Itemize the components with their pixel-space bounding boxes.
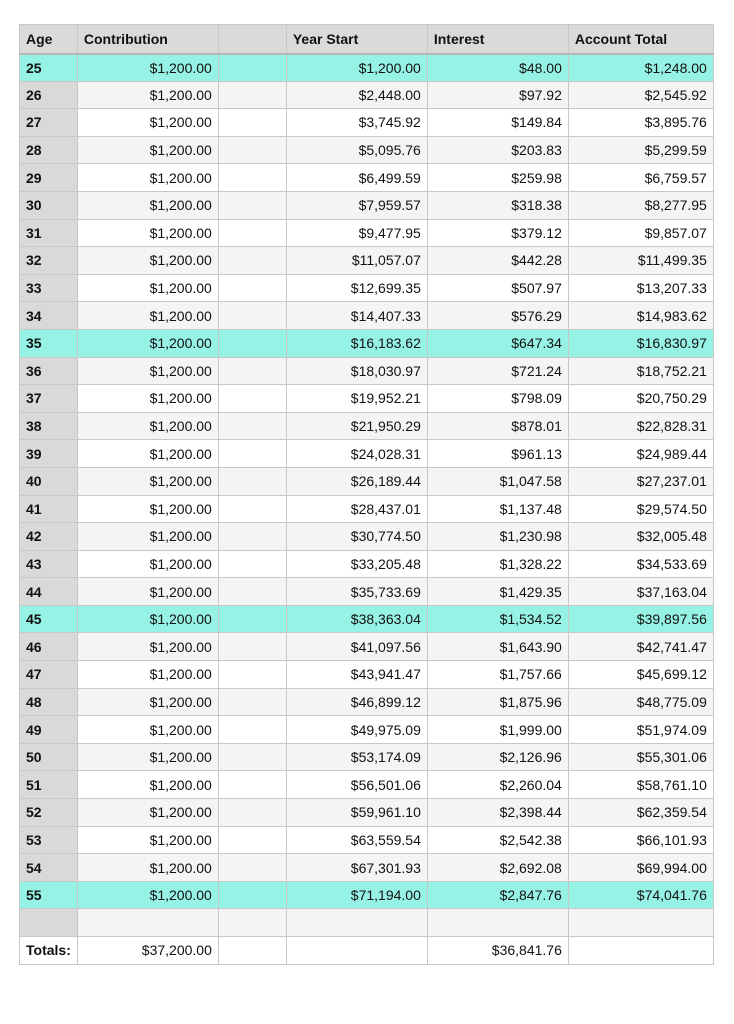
interest-cell[interactable]: $203.83 — [427, 136, 568, 164]
age-cell[interactable]: 42 — [20, 523, 78, 551]
contribution-cell[interactable]: $1,200.00 — [77, 54, 218, 82]
empty-cell[interactable] — [218, 743, 286, 771]
interest-cell[interactable]: $798.09 — [427, 385, 568, 413]
interest-cell[interactable]: $507.97 — [427, 274, 568, 302]
year-start-cell[interactable]: $43,941.47 — [286, 661, 427, 689]
age-cell[interactable]: 27 — [20, 109, 78, 137]
empty-cell[interactable] — [218, 302, 286, 330]
account-total-cell[interactable]: $55,301.06 — [568, 743, 713, 771]
empty-cell[interactable] — [218, 771, 286, 799]
year-start-cell[interactable]: $46,899.12 — [286, 688, 427, 716]
header-account-total[interactable]: Account Total — [568, 25, 713, 54]
header-empty[interactable] — [218, 25, 286, 54]
table-body — [20, 54, 714, 965]
age-cell[interactable]: 52 — [20, 799, 78, 827]
empty-cell[interactable] — [218, 136, 286, 164]
age-cell[interactable]: 45 — [20, 605, 78, 633]
interest-cell[interactable]: $97.92 — [427, 81, 568, 109]
account-total-cell[interactable]: $34,533.69 — [568, 550, 713, 578]
table-row — [20, 854, 714, 882]
interest-cell[interactable]: $1,047.58 — [427, 467, 568, 495]
interest-cell[interactable]: $1,328.22 — [427, 550, 568, 578]
account-total-cell[interactable]: $37,163.04 — [568, 578, 713, 606]
year-start-cell[interactable]: $24,028.31 — [286, 440, 427, 468]
interest-cell[interactable]: $576.29 — [427, 302, 568, 330]
total-interest-cell[interactable]: $36,841.76 — [427, 937, 568, 965]
table-row — [20, 578, 714, 606]
contribution-cell[interactable]: $1,200.00 — [77, 164, 218, 192]
empty-cell[interactable] — [218, 523, 286, 551]
interest-cell[interactable]: $961.13 — [427, 440, 568, 468]
contribution-cell[interactable]: $1,200.00 — [77, 274, 218, 302]
age-cell[interactable]: 46 — [20, 633, 78, 661]
year-start-cell[interactable]: $28,437.01 — [286, 495, 427, 523]
year-start-cell[interactable]: $3,745.92 — [286, 109, 427, 137]
account-total-cell[interactable]: $58,761.10 — [568, 771, 713, 799]
header-contribution[interactable]: Contribution — [77, 25, 218, 54]
table-row — [20, 274, 714, 302]
contribution-cell[interactable]: $1,200.00 — [77, 81, 218, 109]
blank-cell[interactable] — [286, 909, 427, 937]
table-row — [20, 247, 714, 275]
table-row — [20, 633, 714, 661]
empty-cell[interactable] — [218, 329, 286, 357]
year-start-cell[interactable]: $56,501.06 — [286, 771, 427, 799]
account-total-cell[interactable]: $45,699.12 — [568, 661, 713, 689]
interest-cell[interactable]: $442.28 — [427, 247, 568, 275]
account-total-cell[interactable]: $51,974.09 — [568, 716, 713, 744]
year-start-cell[interactable]: $7,959.57 — [286, 191, 427, 219]
account-total-cell[interactable]: $39,897.56 — [568, 605, 713, 633]
empty-cell[interactable] — [218, 688, 286, 716]
age-cell[interactable]: 32 — [20, 247, 78, 275]
interest-cell[interactable]: $259.98 — [427, 164, 568, 192]
empty-cell[interactable] — [218, 550, 286, 578]
contribution-cell[interactable]: $1,200.00 — [77, 854, 218, 882]
age-cell[interactable]: 33 — [20, 274, 78, 302]
table-row — [20, 523, 714, 551]
account-total-cell[interactable]: $66,101.93 — [568, 826, 713, 854]
interest-cell[interactable]: $1,534.52 — [427, 605, 568, 633]
year-start-cell[interactable]: $26,189.44 — [286, 467, 427, 495]
empty-cell[interactable] — [218, 633, 286, 661]
age-cell[interactable]: 41 — [20, 495, 78, 523]
year-start-cell[interactable]: $5,095.76 — [286, 136, 427, 164]
interest-cell[interactable]: $1,137.48 — [427, 495, 568, 523]
empty-cell[interactable] — [218, 440, 286, 468]
contribution-cell[interactable]: $1,200.00 — [77, 523, 218, 551]
interest-cell[interactable]: $2,126.96 — [427, 743, 568, 771]
empty-cell[interactable] — [218, 385, 286, 413]
empty-cell[interactable] — [218, 54, 286, 82]
total-contribution-cell[interactable]: $37,200.00 — [77, 937, 218, 965]
age-cell[interactable]: 39 — [20, 440, 78, 468]
age-cell[interactable]: 30 — [20, 191, 78, 219]
interest-cell[interactable]: $2,398.44 — [427, 799, 568, 827]
interest-cell[interactable]: $1,875.96 — [427, 688, 568, 716]
age-cell[interactable]: 37 — [20, 385, 78, 413]
year-start-cell[interactable]: $71,194.00 — [286, 881, 427, 909]
year-start-cell[interactable]: $6,499.59 — [286, 164, 427, 192]
table-row — [20, 191, 714, 219]
interest-cell[interactable]: $2,260.04 — [427, 771, 568, 799]
interest-cell[interactable]: $48.00 — [427, 54, 568, 82]
age-cell[interactable]: 34 — [20, 302, 78, 330]
empty-cell[interactable] — [286, 937, 427, 965]
empty-cell[interactable] — [218, 937, 286, 965]
contribution-cell[interactable]: $1,200.00 — [77, 191, 218, 219]
contribution-cell[interactable]: $1,200.00 — [77, 605, 218, 633]
table-row — [20, 661, 714, 689]
contribution-cell[interactable]: $1,200.00 — [77, 467, 218, 495]
empty-cell[interactable] — [218, 81, 286, 109]
contribution-cell[interactable]: $1,200.00 — [77, 743, 218, 771]
table-row — [20, 550, 714, 578]
age-cell[interactable]: 54 — [20, 854, 78, 882]
contribution-cell[interactable]: $1,200.00 — [77, 881, 218, 909]
empty-cell[interactable] — [218, 716, 286, 744]
table-row — [20, 329, 714, 357]
table-row — [20, 605, 714, 633]
year-start-cell[interactable]: $30,774.50 — [286, 523, 427, 551]
interest-cell[interactable]: $149.84 — [427, 109, 568, 137]
empty-cell[interactable] — [218, 412, 286, 440]
table-row — [20, 136, 714, 164]
age-cell[interactable]: 28 — [20, 136, 78, 164]
account-total-cell[interactable]: $14,983.62 — [568, 302, 713, 330]
contribution-cell[interactable]: $1,200.00 — [77, 799, 218, 827]
year-start-cell[interactable]: $2,448.00 — [286, 81, 427, 109]
account-total-cell[interactable]: $6,759.57 — [568, 164, 713, 192]
table-row — [20, 219, 714, 247]
table-row — [20, 495, 714, 523]
table-row — [20, 771, 714, 799]
age-cell[interactable]: 36 — [20, 357, 78, 385]
account-total-cell[interactable]: $2,545.92 — [568, 81, 713, 109]
blank-row — [20, 909, 714, 937]
year-start-cell[interactable]: $19,952.21 — [286, 385, 427, 413]
account-total-cell[interactable]: $13,207.33 — [568, 274, 713, 302]
table-row — [20, 743, 714, 771]
year-start-cell[interactable]: $35,733.69 — [286, 578, 427, 606]
totals-label[interactable]: Totals: — [20, 937, 78, 965]
interest-cell[interactable]: $2,692.08 — [427, 854, 568, 882]
account-total-cell[interactable]: $42,741.47 — [568, 633, 713, 661]
contribution-cell[interactable]: $1,200.00 — [77, 136, 218, 164]
age-cell[interactable]: 35 — [20, 329, 78, 357]
interest-cell[interactable]: $647.34 — [427, 329, 568, 357]
table-row — [20, 385, 714, 413]
contribution-cell[interactable]: $1,200.00 — [77, 550, 218, 578]
contribution-cell[interactable]: $1,200.00 — [77, 440, 218, 468]
empty-cell[interactable] — [218, 799, 286, 827]
account-total-cell[interactable]: $16,830.97 — [568, 329, 713, 357]
table-row — [20, 164, 714, 192]
age-cell[interactable]: 53 — [20, 826, 78, 854]
year-start-cell[interactable]: $12,699.35 — [286, 274, 427, 302]
year-start-cell[interactable]: $33,205.48 — [286, 550, 427, 578]
account-total-cell[interactable]: $5,299.59 — [568, 136, 713, 164]
header-year-start[interactable]: Year Start — [286, 25, 427, 54]
year-start-cell[interactable]: $41,097.56 — [286, 633, 427, 661]
year-start-cell[interactable]: $67,301.93 — [286, 854, 427, 882]
interest-cell[interactable]: $1,429.35 — [427, 578, 568, 606]
table-row — [20, 440, 714, 468]
table-row — [20, 109, 714, 137]
account-total-cell[interactable]: $74,041.76 — [568, 881, 713, 909]
empty-cell[interactable] — [218, 605, 286, 633]
table-row — [20, 357, 714, 385]
year-start-cell[interactable]: $14,407.33 — [286, 302, 427, 330]
contribution-cell[interactable]: $1,200.00 — [77, 688, 218, 716]
interest-cell[interactable]: $1,757.66 — [427, 661, 568, 689]
contribution-cell[interactable]: $1,200.00 — [77, 357, 218, 385]
table-row — [20, 467, 714, 495]
blank-cell[interactable] — [427, 909, 568, 937]
contribution-cell[interactable]: $1,200.00 — [77, 633, 218, 661]
blank-cell[interactable] — [77, 909, 218, 937]
year-start-cell[interactable]: $9,477.95 — [286, 219, 427, 247]
empty-cell[interactable] — [218, 826, 286, 854]
interest-cell[interactable]: $721.24 — [427, 357, 568, 385]
account-total-cell[interactable]: $69,994.00 — [568, 854, 713, 882]
year-start-cell[interactable]: $18,030.97 — [286, 357, 427, 385]
account-total-cell[interactable]: $1,248.00 — [568, 54, 713, 82]
account-total-cell[interactable]: $18,752.21 — [568, 357, 713, 385]
empty-cell[interactable] — [218, 247, 286, 275]
empty-cell[interactable] — [218, 578, 286, 606]
interest-cell[interactable]: $878.01 — [427, 412, 568, 440]
empty-cell[interactable] — [218, 274, 286, 302]
table-row — [20, 54, 714, 82]
year-start-cell[interactable]: $59,961.10 — [286, 799, 427, 827]
year-start-cell[interactable]: $63,559.54 — [286, 826, 427, 854]
age-cell[interactable]: 48 — [20, 688, 78, 716]
header-interest[interactable]: Interest — [427, 25, 568, 54]
age-cell[interactable]: 55 — [20, 881, 78, 909]
year-start-cell[interactable]: $11,057.07 — [286, 247, 427, 275]
retirement-savings-table — [19, 24, 714, 965]
account-total-cell[interactable]: $20,750.29 — [568, 385, 713, 413]
interest-cell[interactable]: $2,542.38 — [427, 826, 568, 854]
account-total-cell[interactable]: $62,359.54 — [568, 799, 713, 827]
empty-cell[interactable] — [568, 937, 713, 965]
table-row — [20, 302, 714, 330]
contribution-cell[interactable]: $1,200.00 — [77, 385, 218, 413]
totals-row — [20, 937, 714, 965]
account-total-cell[interactable]: $11,499.35 — [568, 247, 713, 275]
account-total-cell[interactable]: $22,828.31 — [568, 412, 713, 440]
contribution-cell[interactable]: $1,200.00 — [77, 771, 218, 799]
age-cell[interactable]: 43 — [20, 550, 78, 578]
contribution-cell[interactable]: $1,200.00 — [77, 661, 218, 689]
age-cell[interactable]: 26 — [20, 81, 78, 109]
table-row — [20, 688, 714, 716]
year-start-cell[interactable]: $1,200.00 — [286, 54, 427, 82]
account-total-cell[interactable]: $9,857.07 — [568, 219, 713, 247]
age-cell[interactable]: 29 — [20, 164, 78, 192]
contribution-cell[interactable]: $1,200.00 — [77, 412, 218, 440]
age-cell[interactable]: 49 — [20, 716, 78, 744]
table-row — [20, 81, 714, 109]
age-cell[interactable]: 44 — [20, 578, 78, 606]
blank-cell[interactable] — [20, 909, 78, 937]
account-total-cell[interactable]: $32,005.48 — [568, 523, 713, 551]
year-start-cell[interactable]: $49,975.09 — [286, 716, 427, 744]
table-row — [20, 799, 714, 827]
account-total-cell[interactable]: $24,989.44 — [568, 440, 713, 468]
age-cell[interactable]: 47 — [20, 661, 78, 689]
empty-cell[interactable] — [218, 854, 286, 882]
contribution-cell[interactable]: $1,200.00 — [77, 495, 218, 523]
empty-cell[interactable] — [218, 164, 286, 192]
contribution-cell[interactable]: $1,200.00 — [77, 302, 218, 330]
year-start-cell[interactable]: $53,174.09 — [286, 743, 427, 771]
empty-cell[interactable] — [218, 495, 286, 523]
empty-cell[interactable] — [218, 219, 286, 247]
contribution-cell[interactable]: $1,200.00 — [77, 578, 218, 606]
year-start-cell[interactable]: $16,183.62 — [286, 329, 427, 357]
year-start-cell[interactable]: $38,363.04 — [286, 605, 427, 633]
blank-cell[interactable] — [218, 909, 286, 937]
header-row — [20, 25, 714, 54]
blank-cell[interactable] — [568, 909, 713, 937]
contribution-cell[interactable]: $1,200.00 — [77, 826, 218, 854]
empty-cell[interactable] — [218, 191, 286, 219]
empty-cell[interactable] — [218, 467, 286, 495]
age-cell[interactable]: 25 — [20, 54, 78, 82]
interest-cell[interactable]: $1,999.00 — [427, 716, 568, 744]
interest-cell[interactable]: $1,230.98 — [427, 523, 568, 551]
table-row — [20, 716, 714, 744]
empty-cell[interactable] — [218, 661, 286, 689]
contribution-cell[interactable]: $1,200.00 — [77, 329, 218, 357]
interest-cell[interactable]: $1,643.90 — [427, 633, 568, 661]
contribution-cell[interactable]: $1,200.00 — [77, 247, 218, 275]
age-cell[interactable]: 51 — [20, 771, 78, 799]
year-start-cell[interactable]: $21,950.29 — [286, 412, 427, 440]
age-cell[interactable]: 40 — [20, 467, 78, 495]
age-cell[interactable]: 31 — [20, 219, 78, 247]
account-total-cell[interactable]: $29,574.50 — [568, 495, 713, 523]
account-total-cell[interactable]: $27,237.01 — [568, 467, 713, 495]
table-row — [20, 881, 714, 909]
header-age[interactable]: Age — [20, 25, 78, 54]
contribution-cell[interactable]: $1,200.00 — [77, 109, 218, 137]
interest-cell[interactable]: $379.12 — [427, 219, 568, 247]
empty-cell[interactable] — [218, 109, 286, 137]
empty-cell[interactable] — [218, 881, 286, 909]
account-total-cell[interactable]: $3,895.76 — [568, 109, 713, 137]
empty-cell[interactable] — [218, 357, 286, 385]
interest-cell[interactable]: $2,847.76 — [427, 881, 568, 909]
age-cell[interactable]: 50 — [20, 743, 78, 771]
contribution-cell[interactable]: $1,200.00 — [77, 219, 218, 247]
account-total-cell[interactable]: $48,775.09 — [568, 688, 713, 716]
account-total-cell[interactable]: $8,277.95 — [568, 191, 713, 219]
table-row — [20, 412, 714, 440]
age-cell[interactable]: 38 — [20, 412, 78, 440]
contribution-cell[interactable]: $1,200.00 — [77, 716, 218, 744]
table-row — [20, 826, 714, 854]
interest-cell[interactable]: $318.38 — [427, 191, 568, 219]
